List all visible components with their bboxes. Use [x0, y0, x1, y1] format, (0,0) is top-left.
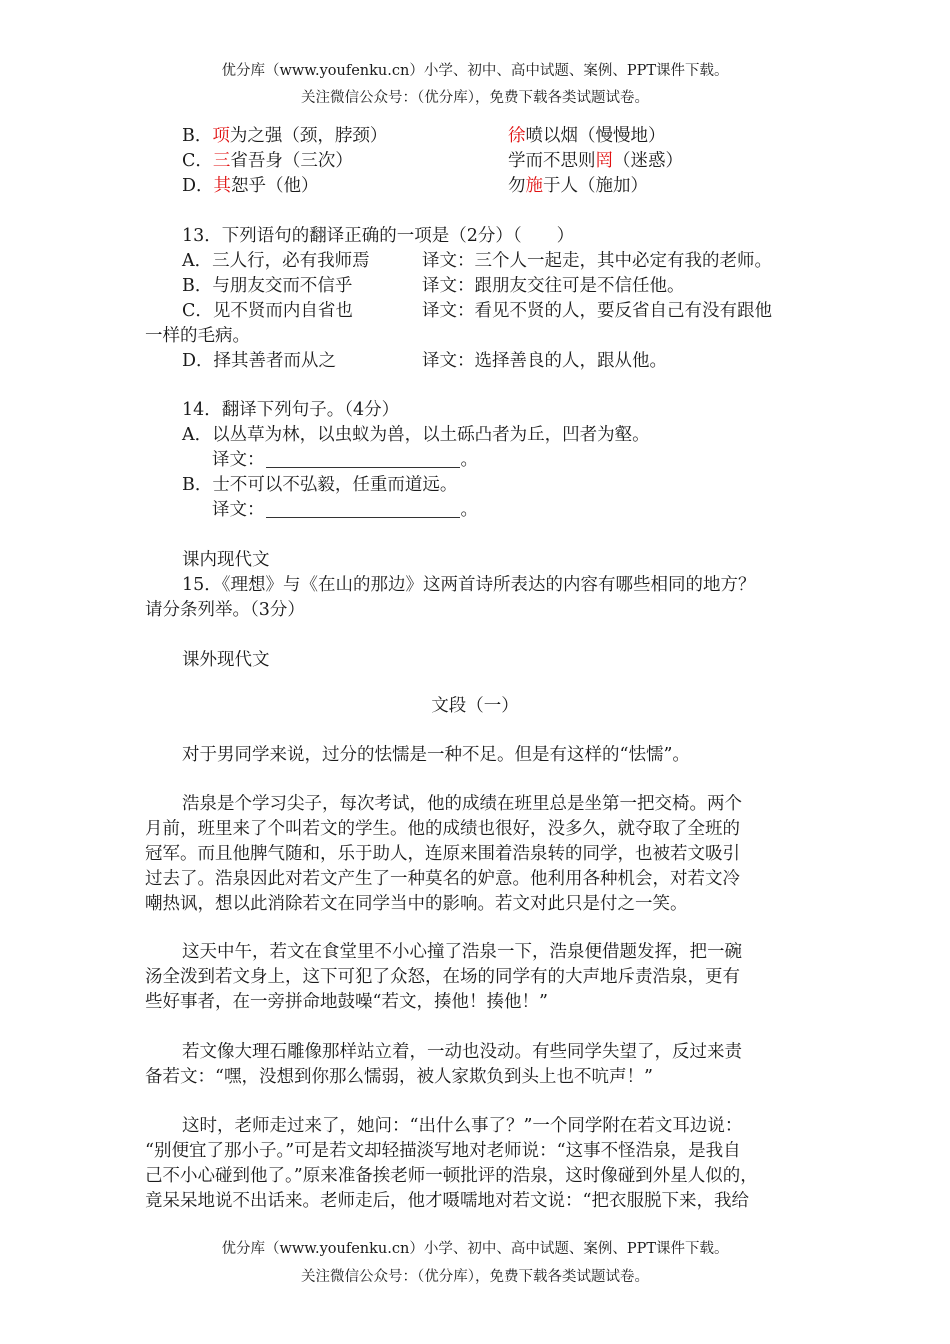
- q12-c-left-highlight: 三: [212, 151, 231, 171]
- q13-option-c-continuation: 一样的毛病。: [145, 326, 250, 346]
- q13-option-c-translation: 译文：看见不贤的人，要反省自己有没有跟他: [422, 301, 772, 321]
- passage-title: 文段（一）: [431, 696, 519, 716]
- page-footer-line-1: 优分库（www.youfenku.cn）小学、初中、高中试题、案例、PPT课件下载。: [221, 1241, 729, 1257]
- passage-p5-line-2: “别便宜了那小子。”可是若文却轻描淡写地对老师说：“这事不怪浩泉，是我自: [145, 1141, 741, 1161]
- q12-c-right-highlight: 罔: [595, 151, 613, 171]
- q13-option-c-source: C．见不贤而内自省也: [182, 301, 353, 321]
- q12-b-right-highlight: 徐: [508, 126, 526, 146]
- q14-answer-a-blank[interactable]: [266, 449, 460, 468]
- q15-line-2: 请分条列举。（3分）: [145, 600, 305, 620]
- passage-p2-line-4: 过去了。浩泉因此对若文产生了一种莫名的妒意。他利用各种机会，对若文冷: [145, 869, 740, 889]
- page-header-line-1: 优分库（www.youfenku.cn）小学、初中、高中试题、案例、PPT课件下载。: [221, 63, 729, 79]
- q14-sentence-a: A．以丛草为林，以虫蚁为兽，以土砾凸者为丘，凹者为壑。: [182, 425, 650, 445]
- passage-p2-line-3: 冠军。而且他脾气随和，乐于助人，连原来围着浩泉转的同学，也被若文吸引: [145, 844, 740, 864]
- q12-option-d-left: D．其恕乎（他）: [182, 176, 319, 196]
- q14-sentence-b: B．士不可以不弘毅，任重而道远。: [182, 475, 458, 495]
- q12-option-c-right: 学而不思则罔（迷惑）: [508, 151, 683, 171]
- passage-p3-line-1: 这天中午，若文在食堂里不小心撞了浩泉一下，浩泉便借题发挥，把一碗: [182, 942, 742, 962]
- passage-p3-line-3: 些好事者，在一旁拼命地鼓噪“若文，揍他！揍他！”: [145, 992, 548, 1012]
- q13-option-a-translation: 译文：三个人一起走，其中必定有我的老师。: [422, 251, 772, 271]
- q12-b-left-highlight: 项: [212, 126, 230, 146]
- section-heading-outer: 课外现代文: [182, 650, 270, 670]
- q15-line-1: 15．《理想》与《在山的那边》这两首诗所表达的内容有哪些相同的地方？: [182, 575, 756, 595]
- passage-p5-line-1: 这时，老师走过来了，她问：“出什么事了？”一个同学附在若文耳边说：: [182, 1116, 743, 1136]
- passage-p5-line-3: 己不小心碰到他了。”原来准备挨老师一顿批评的浩泉，这时像碰到外星人似的，: [145, 1166, 758, 1186]
- passage-p3-line-2: 汤全泼到若文身上，这下可犯了众怒，在场的同学有的大声地斥责浩泉，更有: [145, 967, 740, 987]
- passage-paragraph-1: 对于男同学来说，过分的怯懦是一种不足。但是有这样的“怯懦”。: [182, 745, 690, 765]
- passage-p2-line-2: 月前，班里来了个叫若文的学生。他的成绩也很好，没多久，就夺取了全班的: [145, 819, 740, 839]
- q12-d-left-highlight: 其: [213, 176, 232, 196]
- q14-answer-b-blank[interactable]: [266, 499, 460, 518]
- q13-option-b-translation: 译文：跟朋友交往可是不信任他。: [422, 276, 685, 296]
- passage-p2-line-5: 嘲热讽，想以此消除若文在同学当中的影响。若文对此只是付之一笑。: [145, 894, 688, 914]
- q14-answer-b: 译文： 。: [212, 500, 478, 520]
- section-heading-inner: 课内现代文: [182, 550, 270, 570]
- passage-p5-line-4: 竟呆呆地说不出话来。老师走后，他才嗫嚅地对若文说：“把衣服脱下来，我给: [145, 1191, 749, 1211]
- passage-p4-line-1: 若文像大理石雕像那样站立着，一动也没动。有些同学失望了，反过来责: [182, 1042, 742, 1062]
- q12-option-b-left: B．项为之强（颈，脖颈）: [182, 126, 388, 146]
- q13-option-a-source: A．三人行，必有我师焉: [182, 251, 370, 271]
- q13-option-b-source: B．与朋友交而不信乎: [182, 276, 353, 296]
- q13-stem: 13．下列语句的翻译正确的一项是（2分）（ ）: [182, 226, 575, 246]
- page-footer-line-2: 关注微信公众号：（优分库），免费下载各类试题试卷。: [301, 1269, 649, 1285]
- q12-option-d-right: 勿施于人（施加）: [508, 176, 648, 196]
- page-header-line-2: 关注微信公众号：（优分库），免费下载各类试题试卷。: [301, 90, 649, 106]
- passage-p4-line-2: 备若文：“嘿，没想到你那么懦弱，被人家欺负到头上也不吭声！”: [145, 1067, 653, 1087]
- q14-stem: 14．翻译下列句子。（4分）: [182, 400, 400, 420]
- passage-p2-line-1: 浩泉是个学习尖子，每次考试，他的成绩在班里总是坐第一把交椅。两个: [182, 794, 742, 814]
- q12-option-c-left: C．三省吾身（三次）: [182, 151, 353, 171]
- q13-option-d-source: D．择其善者而从之: [182, 351, 337, 371]
- q14-answer-a: 译文： 。: [212, 450, 478, 470]
- q13-option-d-translation: 译文：选择善良的人，跟从他。: [422, 351, 667, 371]
- q12-d-right-highlight: 施: [525, 176, 543, 196]
- q12-option-b-right: 徐喷以烟（慢慢地）: [508, 126, 666, 146]
